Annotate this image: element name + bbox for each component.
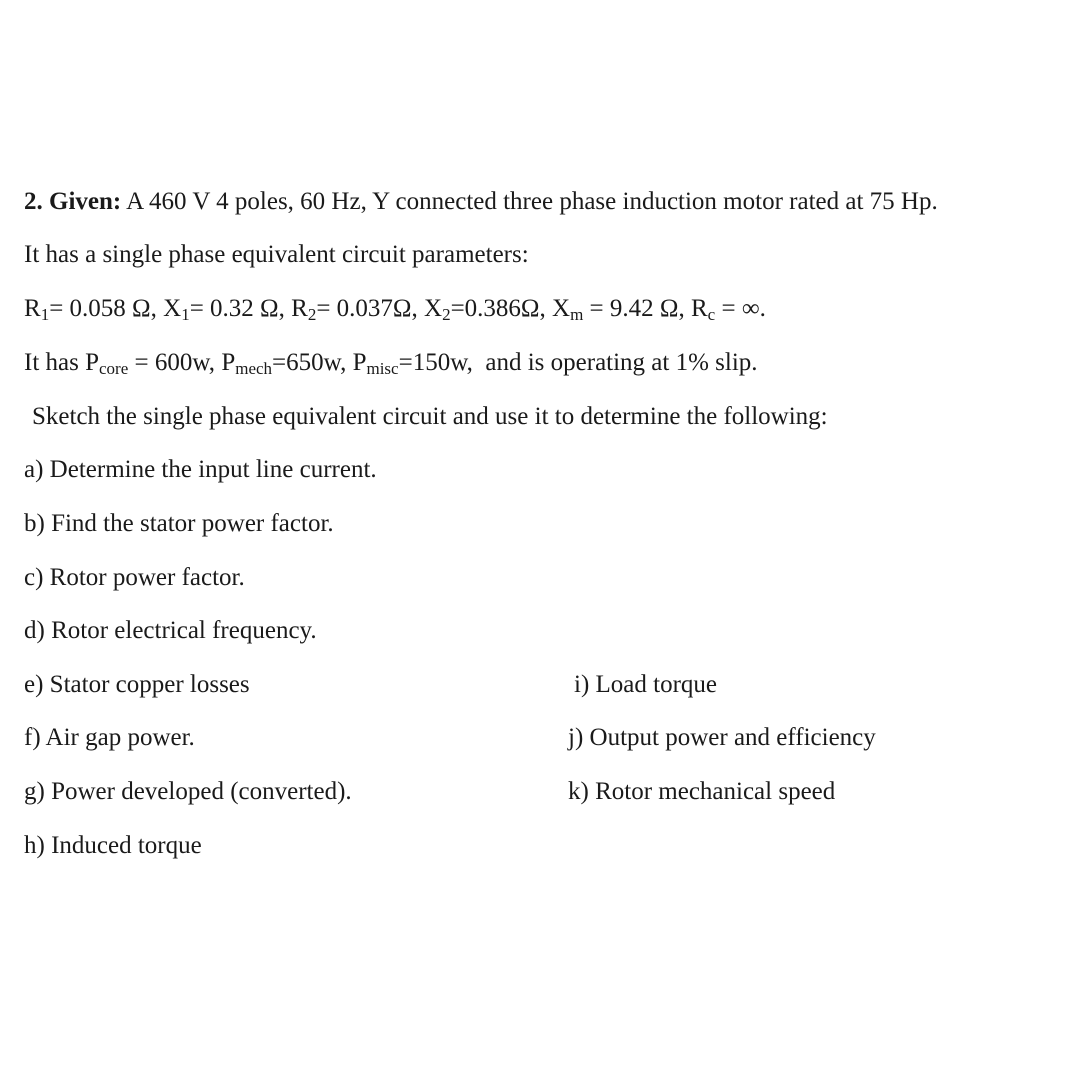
pmech-value: =650w,	[272, 349, 353, 376]
r1-letter: R	[24, 295, 41, 322]
rc-letter: R	[690, 295, 708, 322]
question-a: a) Determine the input line current.	[24, 456, 377, 483]
pcore-letter: P	[85, 349, 100, 376]
question-h: h) Induced torque	[24, 832, 202, 859]
pmech-letter: P	[221, 349, 236, 376]
pcore-value: = 600w,	[128, 349, 222, 376]
given-text: A 460 V 4 poles, 60 Hz, Y connected three phase induction motor rated at 75 Hp.	[121, 188, 938, 215]
x1-subscript: 1	[181, 305, 190, 324]
power-values-line	[24, 348, 758, 378]
x1-value: = 0.32 Ω,	[189, 295, 292, 322]
question-c: c) Rotor power factor.	[24, 564, 245, 591]
power-prefix: It has	[24, 349, 86, 376]
x2-subscript: 2	[442, 305, 451, 324]
question-j: j) Output power and efficiency	[568, 724, 876, 751]
r2-value: = 0.037Ω,	[316, 295, 424, 322]
pmisc-letter: P	[352, 349, 367, 376]
problem-number: 2.	[24, 188, 43, 215]
question-f: f) Air gap power.	[24, 724, 195, 751]
circuit-parameters-intro: It has a single phase equivalent circuit parameters:	[24, 241, 529, 268]
x2-letter: X	[424, 295, 443, 322]
question-g: g) Power developed (converted).	[24, 778, 352, 805]
r2-subscript: 2	[307, 305, 317, 324]
pcore-subscript: core	[99, 359, 129, 378]
question-e: e) Stator copper losses	[24, 671, 250, 698]
xm-value: = 9.42 Ω,	[583, 295, 691, 322]
given-label: Given:	[49, 188, 122, 215]
x2-value: =0.386Ω,	[450, 295, 552, 322]
question-b: b) Find the stator power factor.	[24, 510, 334, 537]
question-k: k) Rotor mechanical speed	[568, 778, 836, 805]
problem-heading-line	[24, 187, 938, 217]
rc-subscript: c	[707, 305, 716, 324]
r1-value: = 0.058 Ω,	[49, 295, 164, 322]
rc-value: = ∞.	[715, 295, 766, 322]
x1-letter: X	[163, 295, 182, 322]
pmisc-subscript: misc	[366, 359, 399, 378]
instruction-line: Sketch the single phase equivalent circuit and use it to determine the following:	[32, 403, 828, 430]
question-i: i) Load torque	[574, 671, 718, 698]
pmisc-value: =150w, and is operating at 1% slip.	[398, 349, 758, 376]
pmech-subscript: mech	[235, 359, 273, 378]
question-d: d) Rotor electrical frequency.	[24, 617, 317, 644]
xm-subscript: m	[570, 305, 584, 324]
r2-letter: R	[291, 295, 308, 322]
circuit-parameters-line	[24, 294, 766, 324]
r1-subscript: 1	[40, 305, 50, 324]
xm-letter: X	[552, 295, 571, 322]
